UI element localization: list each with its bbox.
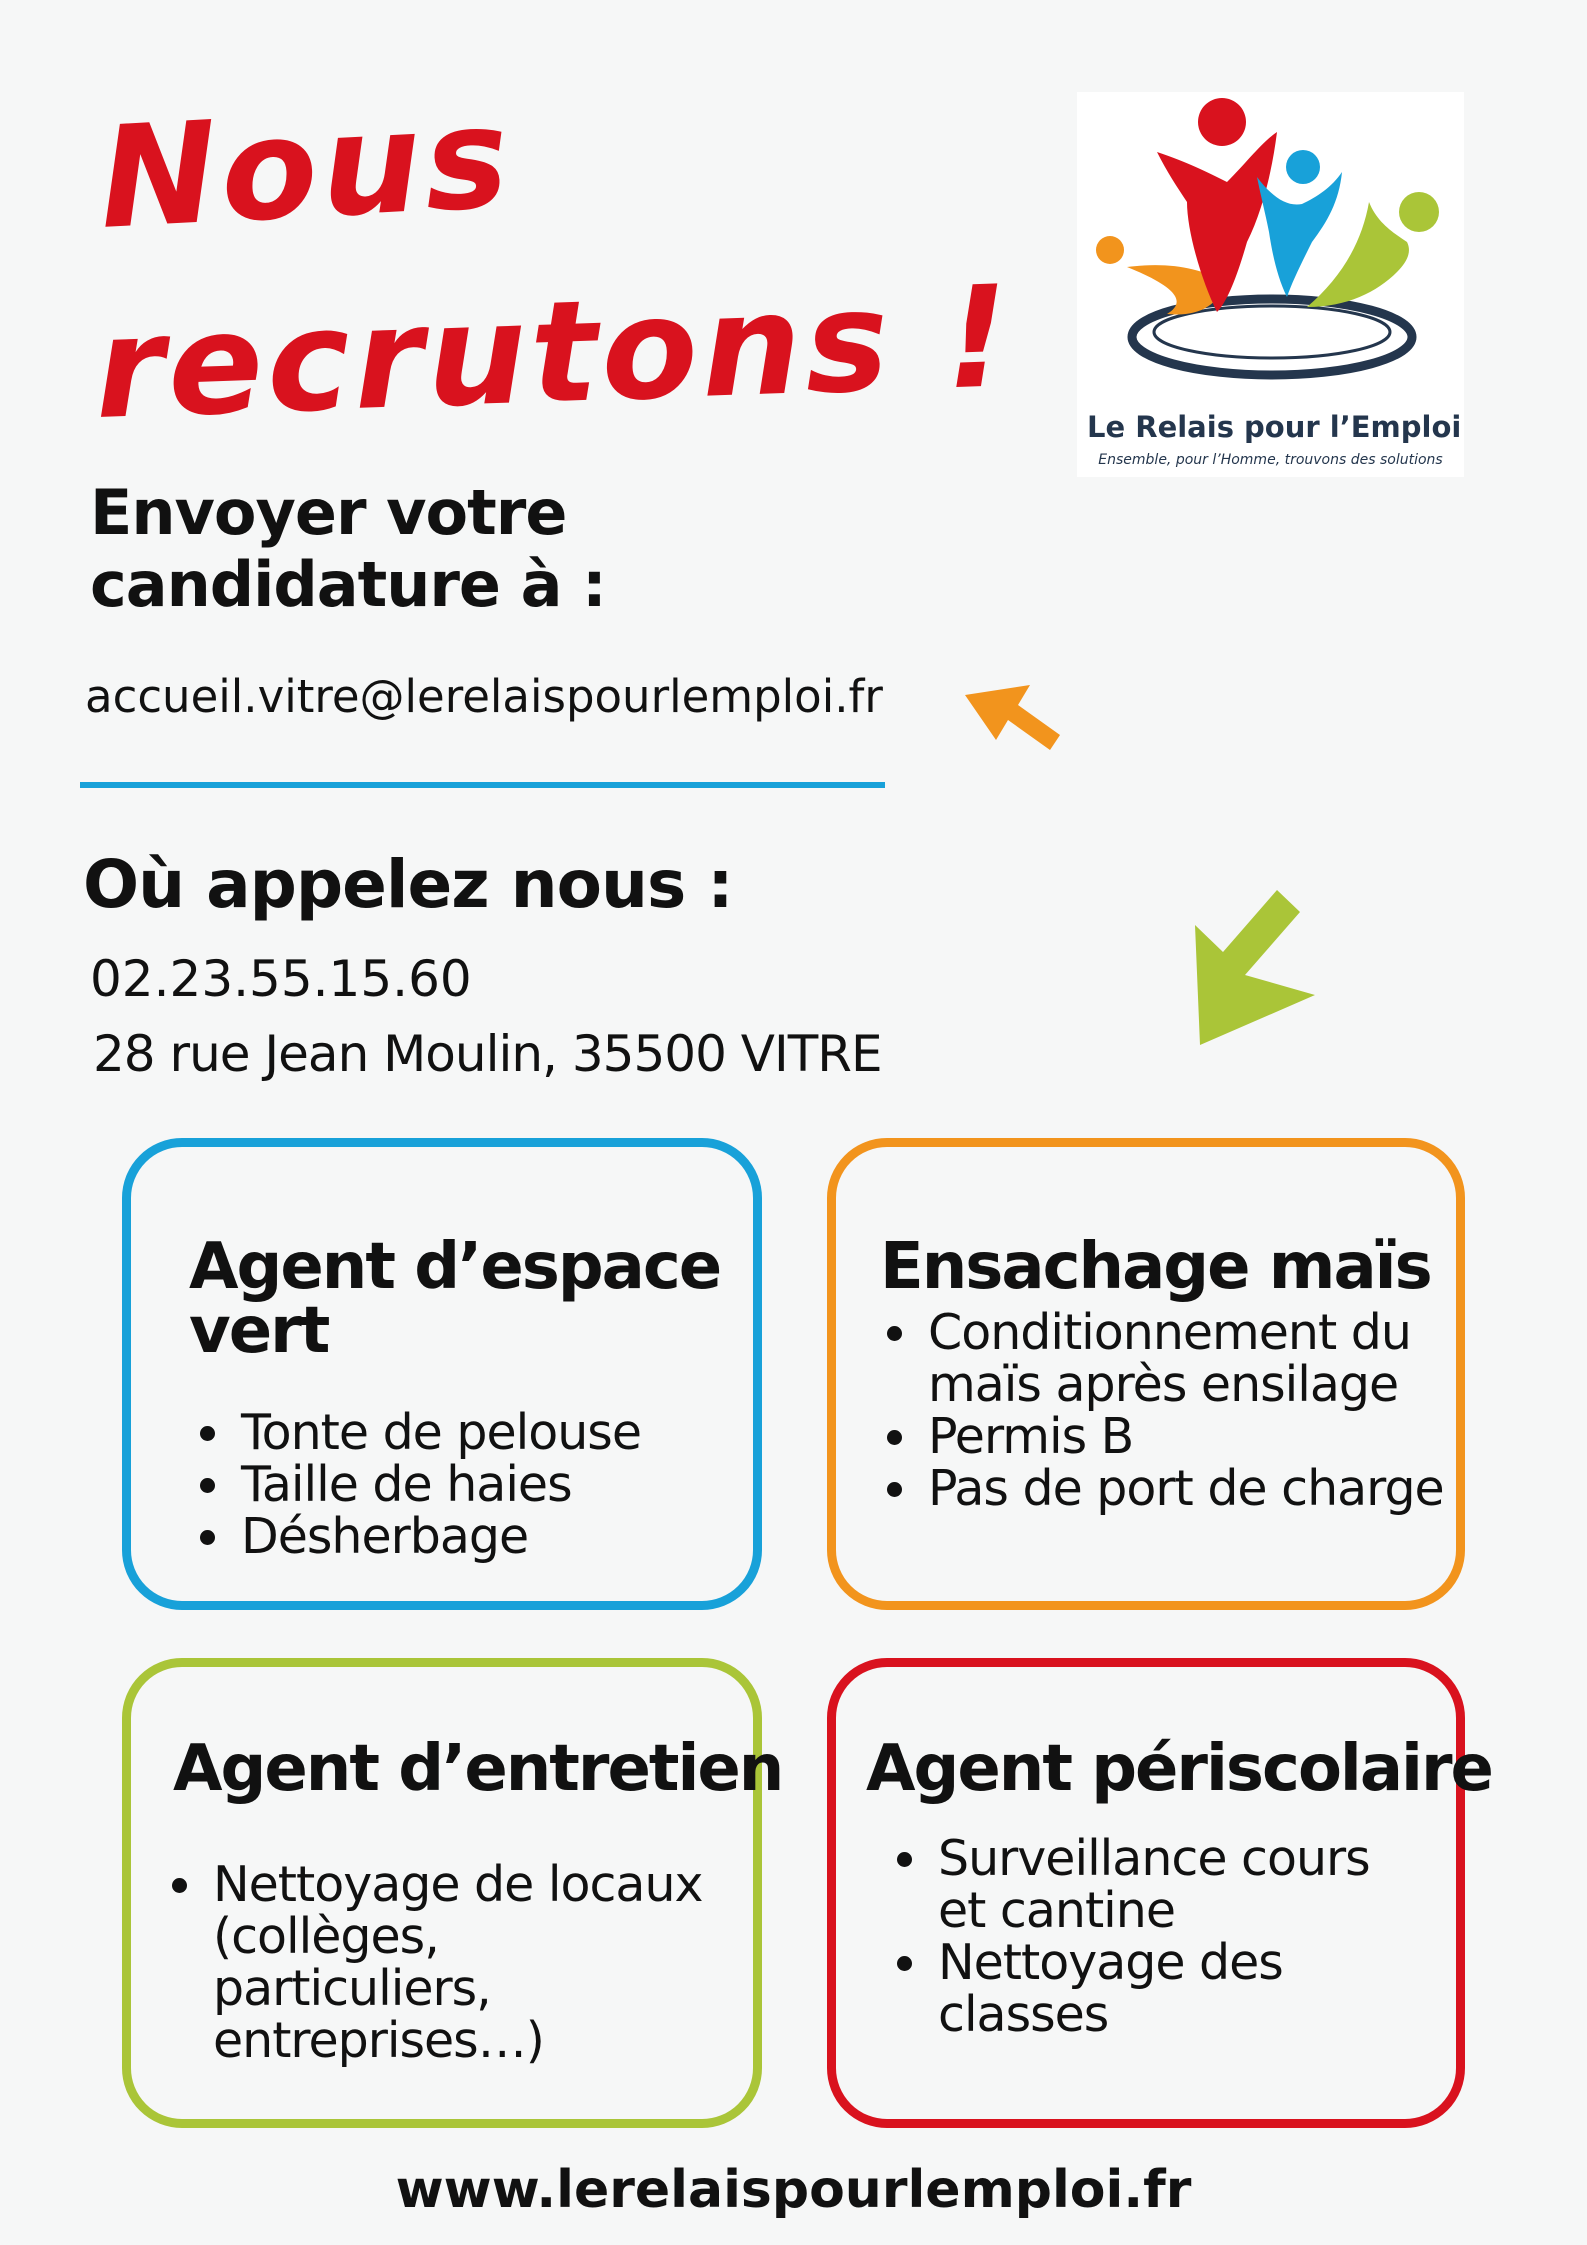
call-heading: Où appelez nous :: [83, 846, 733, 923]
list-item: • Désherbage: [237, 1511, 641, 1563]
headline-line-2: recrutons !: [92, 255, 1016, 451]
people-circle-logo-icon: [1077, 92, 1464, 402]
job-card-agent-periscolaire: [827, 1658, 1492, 2128]
list-item: • Surveillance cours et cantine: [934, 1833, 1414, 1937]
divider: [80, 782, 885, 788]
job-card-agent-espace-vert: [122, 1138, 762, 1610]
green-arrow-icon: [1195, 890, 1325, 1050]
address: 28 rue Jean Moulin, 35500 VITRE: [93, 1025, 882, 1083]
job-duties-list: [165, 1856, 729, 2069]
job-duties-list: [880, 1304, 1444, 1517]
orange-arrow-icon: [960, 680, 1070, 760]
job-title-line-1: Agent d’espace: [189, 1230, 721, 1304]
headline-line-1: Nous: [95, 76, 517, 261]
logo: [1077, 92, 1464, 477]
send-heading-line-2: candidature à :: [90, 548, 606, 621]
website-link[interactable]: www.lerelaispourlemploi.fr: [395, 2160, 1192, 2220]
job-title: Agent d’entretien: [173, 1732, 783, 1806]
job-card-agent-entretien: [122, 1658, 783, 2128]
list-item: • Nettoyage de locaux (collèges, particuliers, entreprises…): [209, 1859, 729, 2067]
logo-tagline: Ensemble, pour l’Homme, trouvons des solutions: [1098, 452, 1443, 468]
job-title: Ensachage maïs: [880, 1230, 1431, 1304]
job-duties-list: [193, 1404, 641, 1565]
job-duties-list: [890, 1830, 1414, 2043]
logo-name: Le Relais pour l’Emploi: [1087, 410, 1462, 444]
list-item: • Tonte de pelouse: [237, 1407, 641, 1459]
phone-number[interactable]: 02.23.55.15.60: [90, 950, 472, 1008]
job-title-line-2: vert: [189, 1294, 329, 1368]
list-item: • Taille de haies: [237, 1459, 641, 1511]
email-address[interactable]: accueil.vitre@lerelaispourlemploi.fr: [85, 670, 883, 723]
list-item: • Nettoyage des classes: [934, 1937, 1414, 2041]
list-item: • Pas de port de charge: [924, 1463, 1444, 1515]
job-card-ensachage-mais: [827, 1138, 1465, 1610]
list-item: • Permis B: [924, 1411, 1444, 1463]
job-title: Agent périscolaire: [866, 1732, 1492, 1806]
send-heading-line-1: Envoyer votre: [90, 476, 567, 549]
list-item: • Conditionnement du maïs après ensilage: [924, 1307, 1444, 1411]
